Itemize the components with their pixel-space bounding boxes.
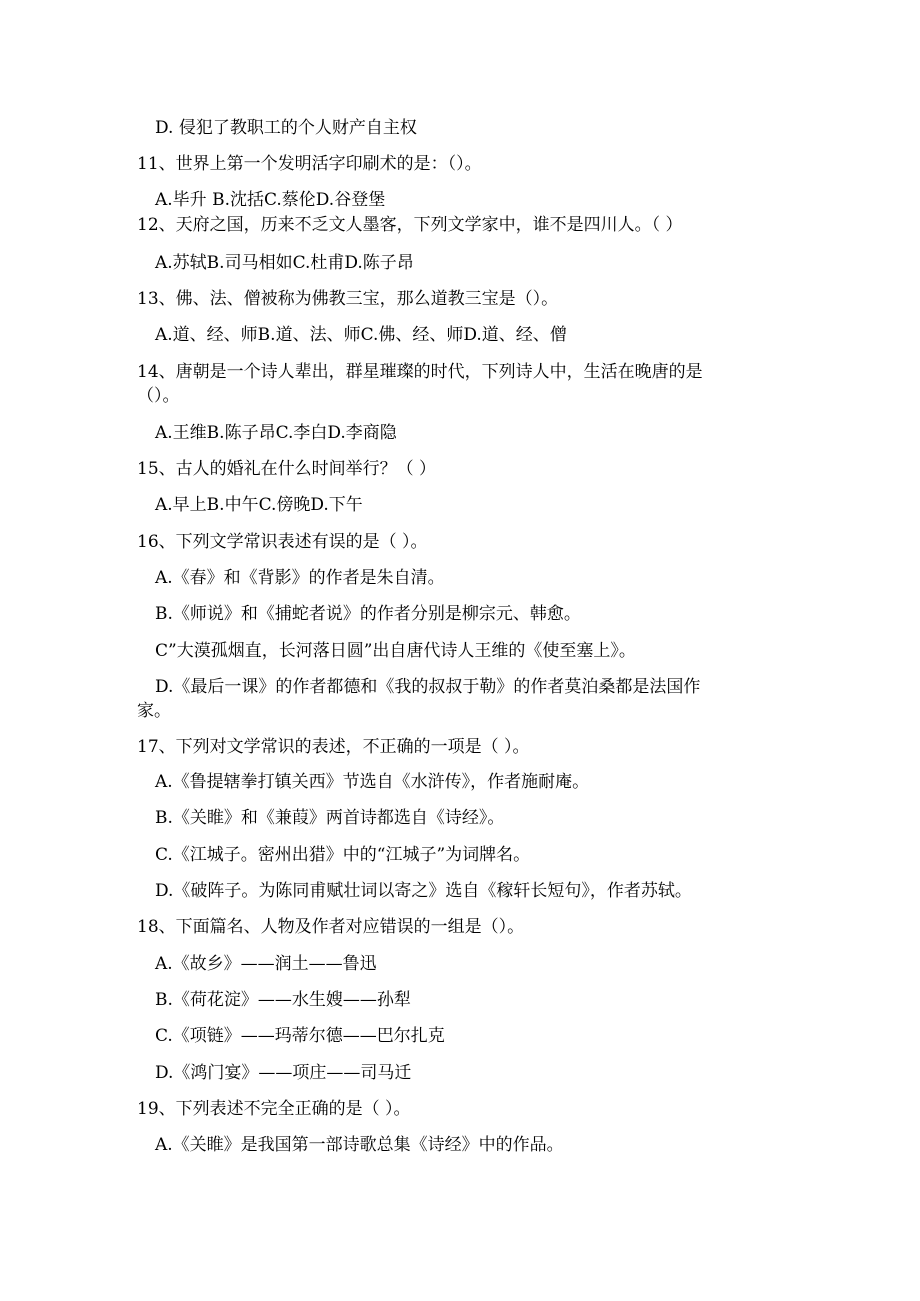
option-line: B.《关睢》和《兼葭》两首诗都选自《诗经》。	[155, 808, 505, 828]
option-line: A.《关睢》是我国第一部诗歌总集《诗经》中的作品。	[155, 1135, 564, 1155]
question-line-continued: （）。	[137, 386, 180, 406]
option-line: D.《破阵子。为陈同甫赋壮词以寄之》选自《稼轩长短句》，作者苏轼。	[155, 881, 692, 901]
question-line: 12、天府之国，历来不乏文人墨客，下列文学家中，谁不是四川人。（ ）	[137, 215, 683, 235]
option-line: A.早上B.中午C.傍晚D.下午	[155, 495, 363, 515]
option-line: A.《故乡》——润土——鲁迅	[155, 954, 377, 974]
option-line: D.《最后一课》的作者都德和《我的叔叔于勒》的作者莫泊桑都是法国作	[155, 677, 701, 697]
question-line: 19、下列表述不完全正确的是（ ）。	[137, 1099, 411, 1119]
option-line: C.《江城子。密州出猎》中的“江城子”为词牌名。	[155, 845, 531, 865]
question-line: 14、唐朝是一个诗人辈出，群星璀璨的时代，下列诗人中，生活在晚唐的是	[137, 362, 703, 382]
option-line: B.《荷花淀》——水生嫂——孙犁	[155, 990, 411, 1010]
option-line: B.《师说》和《捕蛇者说》的作者分别是柳宗元、韩愈。	[155, 604, 581, 624]
option-line: A.《春》和《背影》的作者是朱自清。	[155, 568, 445, 588]
question-line: 15、古人的婚礼在什么时间举行？（ ）	[137, 459, 437, 479]
option-line: A.道、经、师B.道、法、师C.佛、经、师D.道、经、僧	[155, 325, 567, 345]
option-line: A.毕升 B.沈括C.蔡伦D.谷登堡	[155, 190, 386, 210]
option-line: A.苏轼B.司马相如C.杜甫D.陈子昂	[155, 253, 414, 273]
option-line: D.《鸿门宴》——项庄——司马迁	[155, 1063, 412, 1083]
option-line: C”大漠孤烟直，长河落日圆”出自唐代诗人王维的《使至塞上》。	[155, 641, 636, 661]
question-line: 11、世界上第一个发明活字印刷术的是：（）。	[137, 154, 482, 174]
question-line: 16、下列文学常识表述有误的是（ ）。	[137, 532, 428, 552]
question-line: 18、下面篇名、人物及作者对应错误的一组是（）。	[137, 917, 525, 937]
question-line: 13、佛、法、僧被称为佛教三宝，那么道教三宝是（）。	[137, 289, 559, 309]
option-line: C.《项链》——玛蒂尔德——巴尔扎克	[155, 1026, 445, 1046]
option-line-continued: 家。	[137, 701, 171, 721]
question-line: 17、下列对文学常识的表述，不正确的一项是（ ）。	[137, 737, 530, 757]
option-line: A.《鲁提辖拳打镇关西》节选自《水浒传》，作者施耐庵。	[155, 772, 590, 792]
option-line: D. 侵犯了教职工的个人财产自主权	[155, 118, 417, 138]
option-line: A.王维B.陈子昂C.李白D.李商隐	[155, 423, 397, 443]
